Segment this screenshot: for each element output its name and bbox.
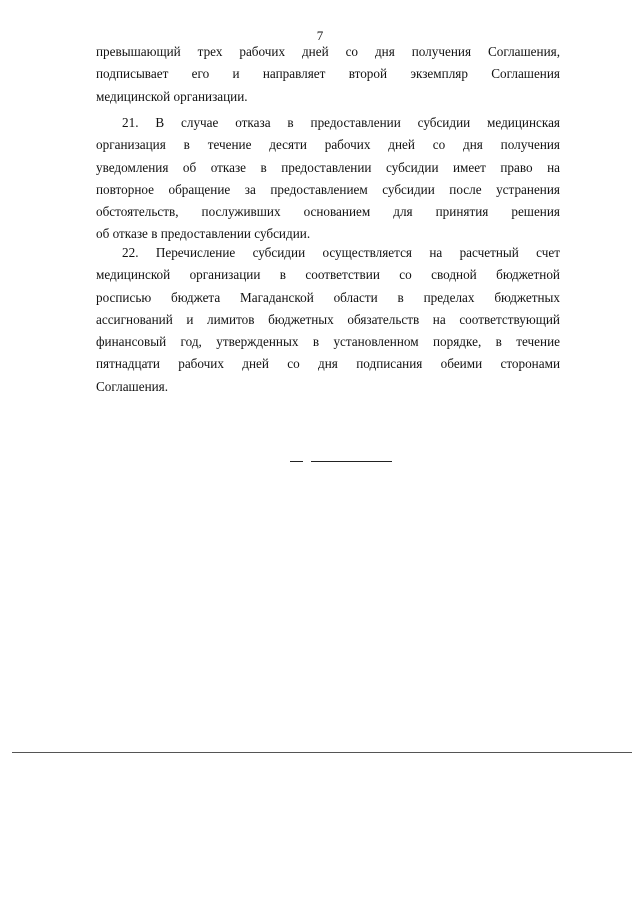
text-line: подписывает его и направляет второй экземпляр Соглашения	[96, 66, 560, 82]
separator-gap	[303, 459, 311, 463]
text-line: уведомления об отказе в предоставлении субсидии имеет право на	[96, 159, 560, 175]
footer-rule	[12, 752, 632, 753]
text-line: росписью бюджета Магаданской области в пределах бюджетных	[96, 289, 560, 305]
paragraph-21	[96, 112, 560, 246]
text-line: обстоятельств, послуживших основанием для принятия решения	[96, 204, 560, 220]
text-line: финансовый год, утвержденных в установленном порядке, в течение	[96, 334, 560, 350]
text-line: повторное обращение за предоставлением субсидии после устранения	[96, 181, 560, 197]
text-line: 21. В случае отказа в предоставлении субсидии медицинская	[122, 115, 560, 130]
text-line: пятнадцати рабочих дней со дня подписания обеими сторонами	[96, 356, 560, 372]
text-line: превышающий трех рабочих дней со дня получения Соглашения,	[96, 44, 560, 59]
text-line: Соглашения.	[96, 378, 169, 394]
page-number: 7	[316, 28, 324, 43]
text-line: об отказе в предоставлении субсидии.	[96, 226, 311, 242]
paragraph-22	[96, 242, 560, 398]
text-line: 22. Перечисление субсидии осуществляется на расчетный счет	[122, 245, 560, 260]
text-line: организация в течение десяти рабочих дней со дня получения	[96, 137, 560, 153]
text-line: медицинской организации в соответствии со сводной бюджетной	[96, 267, 560, 283]
text-line: медицинской организации.	[96, 88, 248, 104]
text-line: ассигнований и лимитов бюджетных обязательств на соответствующий	[96, 311, 560, 327]
paragraph-continuation	[96, 41, 560, 108]
